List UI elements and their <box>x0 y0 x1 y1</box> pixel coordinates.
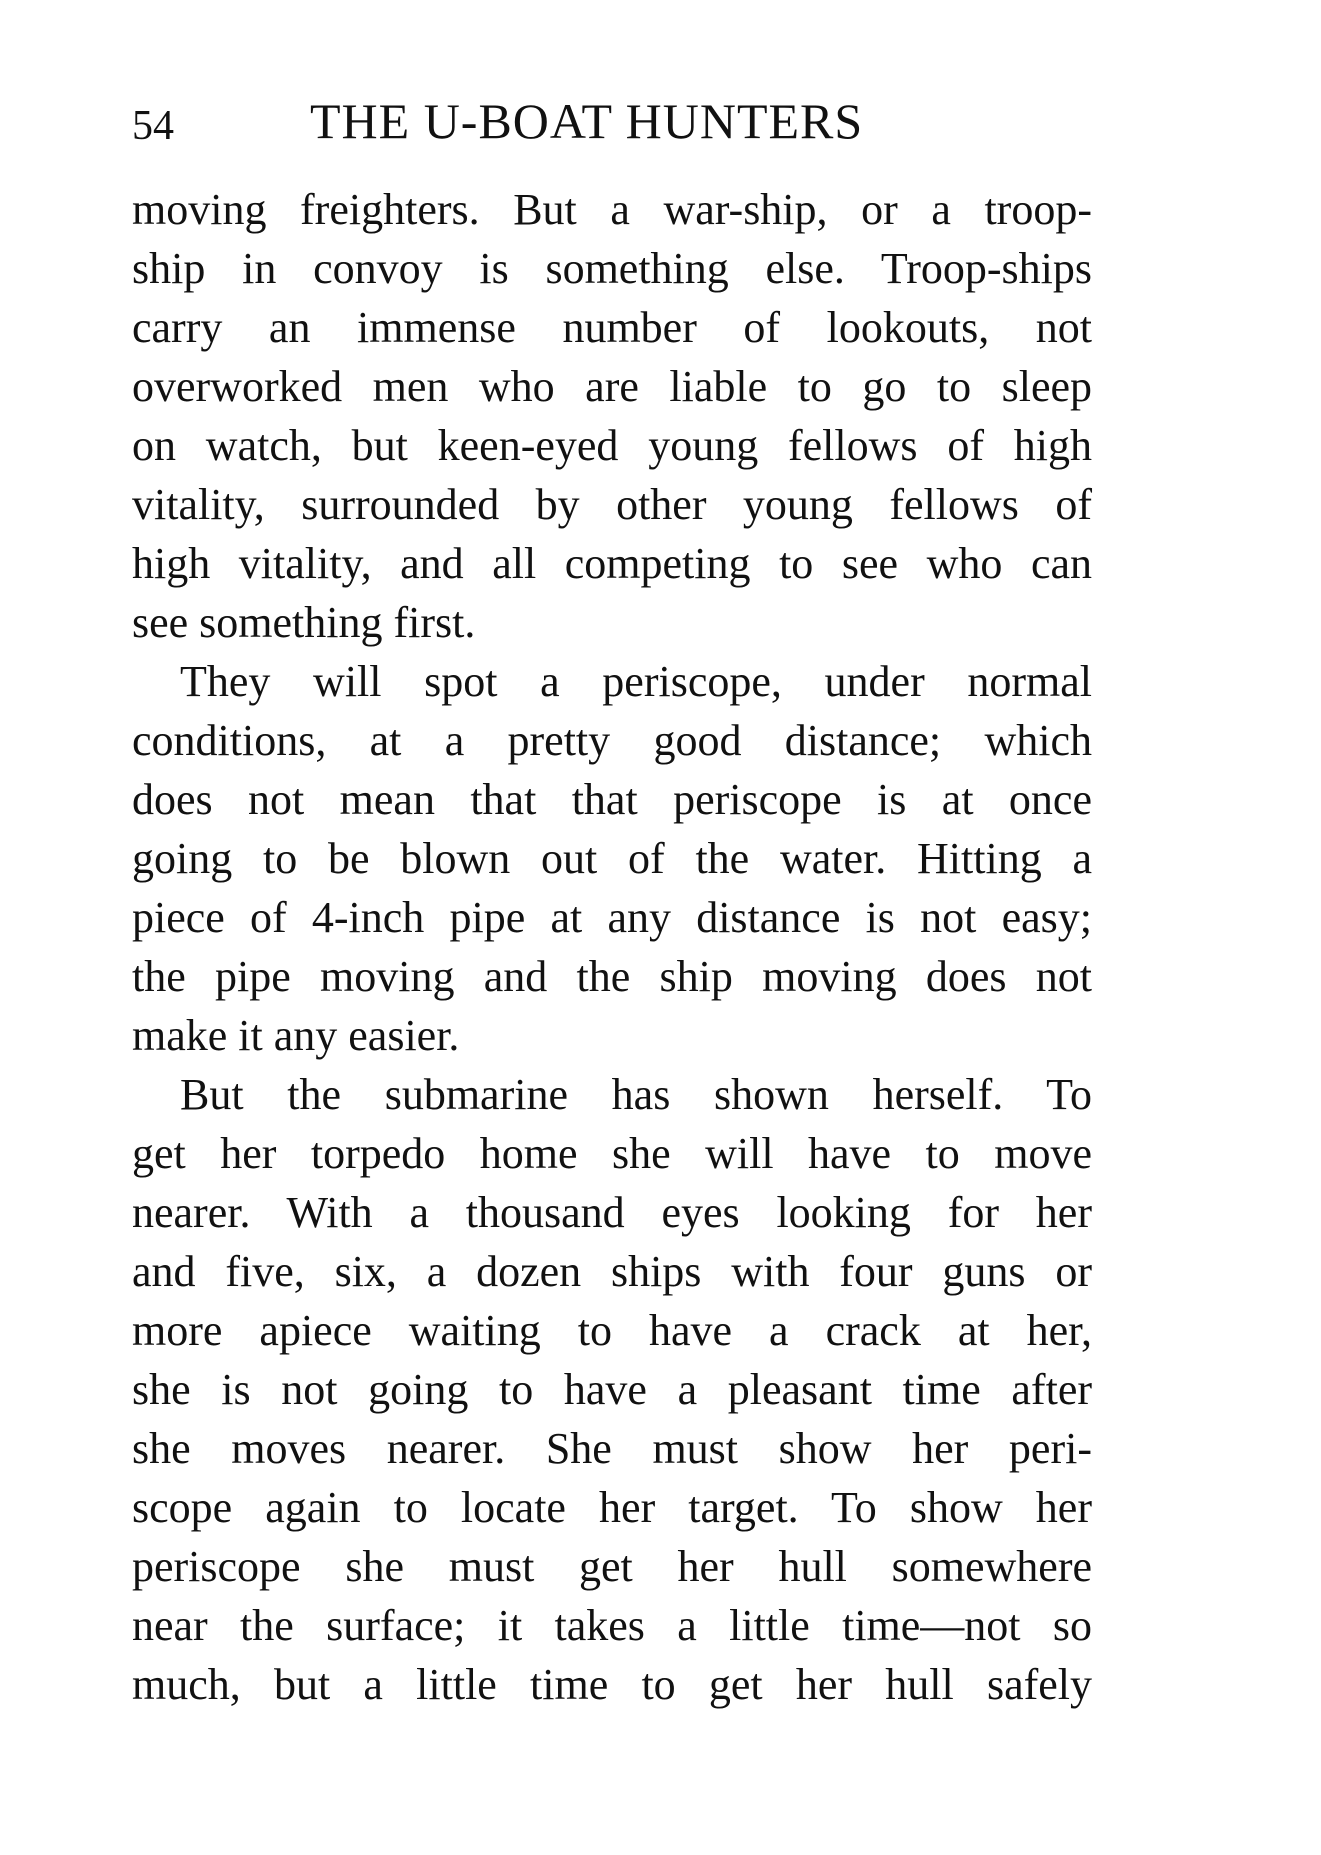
text-line: does not mean that that periscope is at once <box>132 775 1092 824</box>
text-line: make it any easier. <box>132 1011 460 1060</box>
text-line: going to be blown out of the water. Hitting a <box>132 834 1092 883</box>
text-line: near the surface; it takes a little time—not so <box>132 1601 1092 1650</box>
text-line: overworked men who are liable to go to sleep <box>132 362 1092 411</box>
text-line: piece of 4-inch pipe at any distance is not easy; <box>132 893 1092 942</box>
text-line: carry an immense number of lookouts, not <box>132 303 1092 352</box>
text-line: conditions, at a pretty good distance; which <box>132 716 1092 765</box>
text-line: high vitality, and all competing to see who can <box>132 539 1092 588</box>
text-line: and five, six, a dozen ships with four guns or <box>132 1247 1092 1296</box>
text-line: But the submarine has shown herself. To <box>180 1070 1092 1119</box>
paragraph-3 <box>132 1065 1092 1714</box>
page-header <box>132 92 1092 152</box>
text-line: periscope she must get her hull somewhere <box>132 1542 1092 1591</box>
text-line: scope again to locate her target. To show her <box>132 1483 1092 1532</box>
text-line: moving freighters. But a war-ship, or a troop- <box>132 185 1092 234</box>
running-title: THE U-BOAT HUNTERS <box>310 93 864 149</box>
text-line: nearer. With a thousand eyes looking for her <box>132 1188 1092 1237</box>
text-line: the pipe moving and the ship moving does not <box>132 952 1092 1001</box>
text-line: vitality, surrounded by other young fellows of <box>132 480 1092 529</box>
paragraph-2 <box>132 652 1092 1065</box>
paragraph-1 <box>132 180 1092 652</box>
text-line: They will spot a periscope, under normal <box>180 657 1092 706</box>
text-line: she is not going to have a pleasant time after <box>132 1365 1092 1414</box>
text-line: see something first. <box>132 598 476 647</box>
page-number: 54 <box>132 103 174 149</box>
text-line: on watch, but keen-eyed young fellows of high <box>132 421 1092 470</box>
text-line: much, but a little time to get her hull safely <box>132 1660 1092 1709</box>
text-line: she moves nearer. She must show her peri- <box>132 1424 1092 1473</box>
body-text <box>132 180 1092 1714</box>
text-line: more apiece waiting to have a crack at her, <box>132 1306 1092 1355</box>
text-line: get her torpedo home she will have to move <box>132 1129 1092 1178</box>
text-line: ship in convoy is something else. Troop-ships <box>132 244 1092 293</box>
